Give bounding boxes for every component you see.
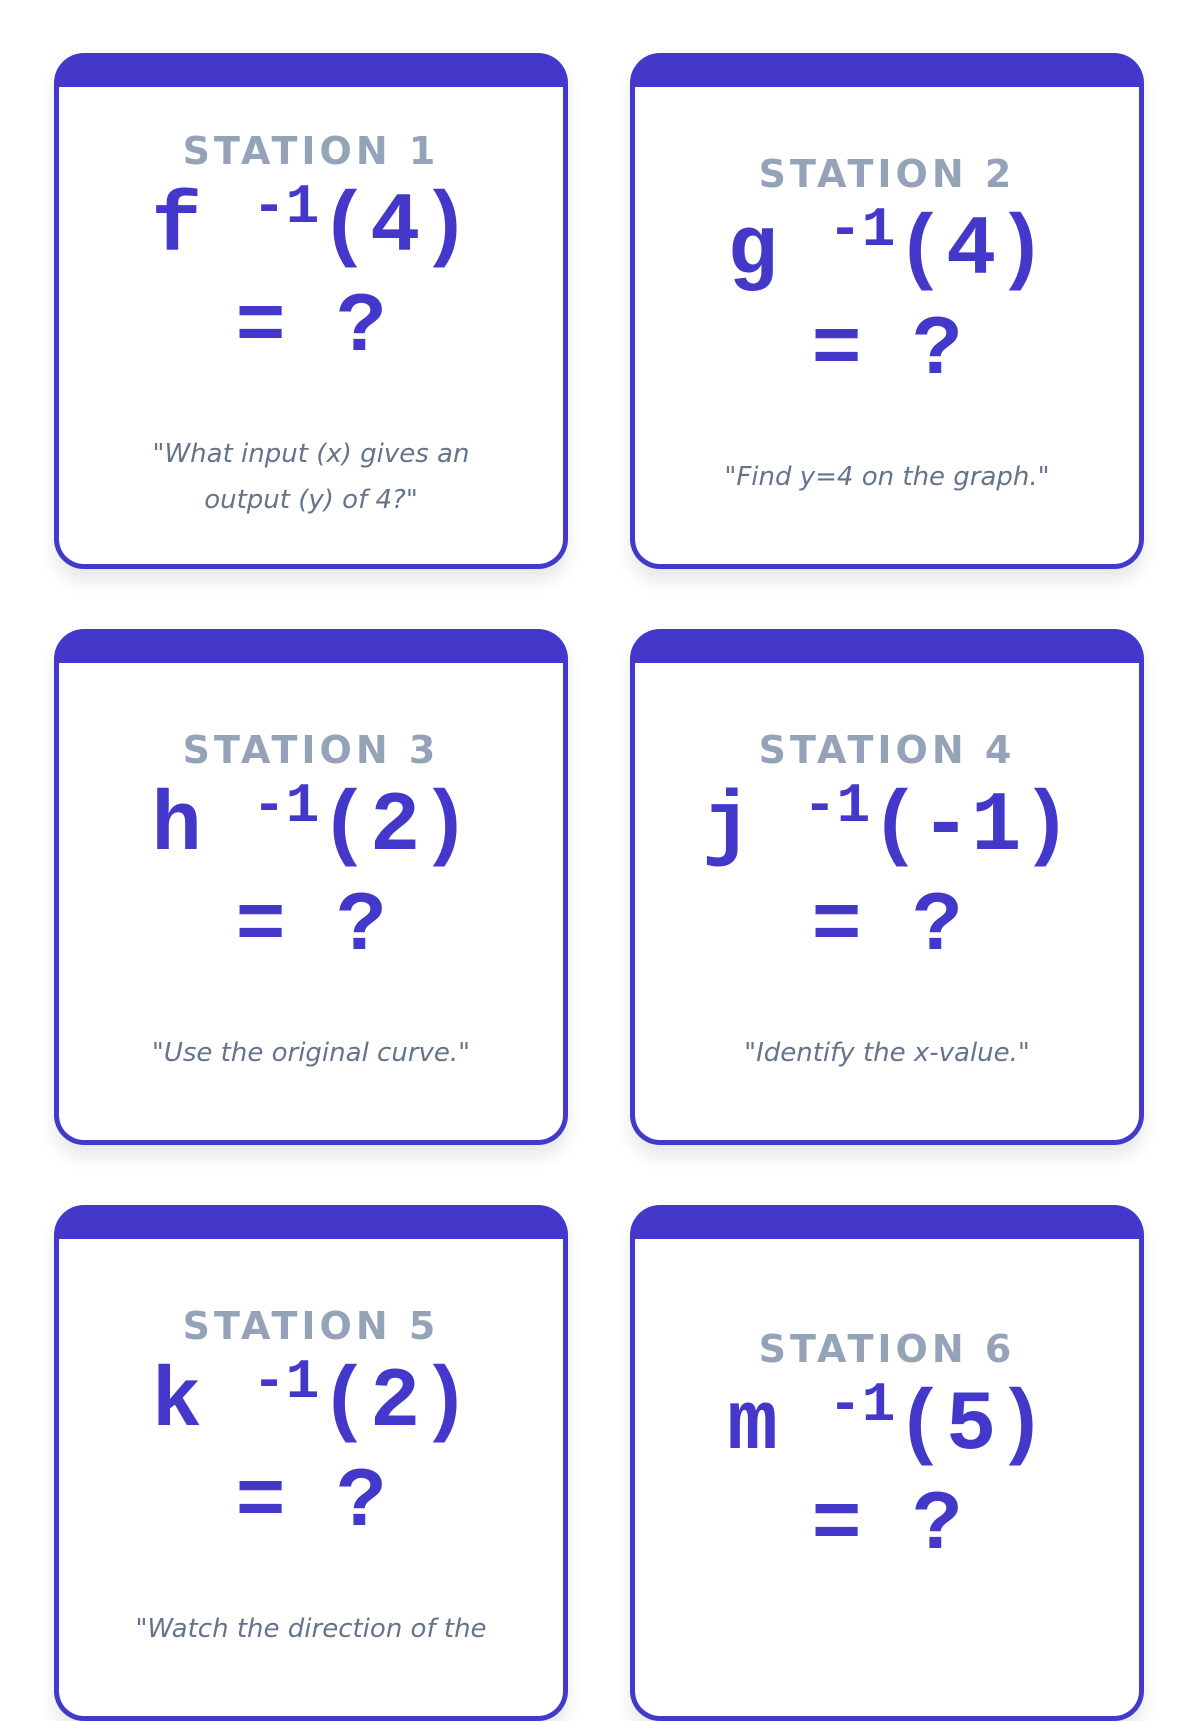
station-card-3 (54, 629, 568, 1145)
inverse-exponent: -1 (252, 174, 320, 239)
inverse-exponent: -1 (252, 773, 320, 838)
station-label: STATION 4 (758, 727, 1016, 772)
inverse-function-expression (101, 1349, 521, 1554)
station-card-5 (54, 1205, 568, 1721)
function-argument: (4) (895, 203, 1047, 299)
function-argument: (5) (895, 1378, 1047, 1474)
function-argument: (4) (319, 180, 471, 276)
inverse-function-expression (677, 197, 1097, 402)
inverse-function-expression (677, 1372, 1097, 1577)
station-card-1 (54, 53, 568, 569)
station-label: STATION 1 (182, 128, 440, 173)
function-argument: (2) (319, 779, 471, 875)
station-card-6 (630, 1205, 1144, 1721)
function-name: m (727, 1378, 778, 1474)
function-name: g (727, 203, 778, 299)
function-argument: (-1) (870, 779, 1072, 875)
station-hint: "What input (x) gives an output (y) of 4?" (152, 438, 470, 515)
function-name: h (151, 779, 202, 875)
inverse-exponent: -1 (828, 197, 896, 262)
equals-question: = ? (235, 1455, 387, 1551)
station-hint: "Use the original curve." (151, 1037, 471, 1068)
station-label: STATION 3 (182, 727, 440, 772)
function-name: k (151, 1355, 202, 1451)
station-hint: "Find y=4 on the graph." (724, 461, 1050, 492)
equals-question: = ? (235, 280, 387, 376)
station-hint: "Identify the x-value." (744, 1037, 1030, 1068)
inverse-function-expression (677, 773, 1097, 978)
inverse-exponent: -1 (802, 773, 871, 838)
inverse-exponent: -1 (252, 1349, 320, 1414)
function-name: f (151, 180, 202, 276)
station-label: STATION 5 (182, 1303, 440, 1348)
station-label: STATION 6 (758, 1326, 1016, 1371)
equals-question: = ? (811, 879, 963, 975)
inverse-function-expression (101, 174, 521, 379)
equals-question: = ? (811, 1478, 963, 1574)
station-label: STATION 2 (758, 151, 1016, 196)
inverse-exponent: -1 (828, 1372, 896, 1437)
equals-question: = ? (811, 303, 963, 399)
function-argument: (2) (319, 1355, 471, 1451)
equals-question: = ? (235, 879, 387, 975)
station-hint: "Watch the direction of the (135, 1613, 487, 1644)
inverse-function-expression (101, 773, 521, 978)
station-card-4 (630, 629, 1144, 1145)
function-name: j (702, 779, 753, 875)
station-card-2 (630, 53, 1144, 569)
